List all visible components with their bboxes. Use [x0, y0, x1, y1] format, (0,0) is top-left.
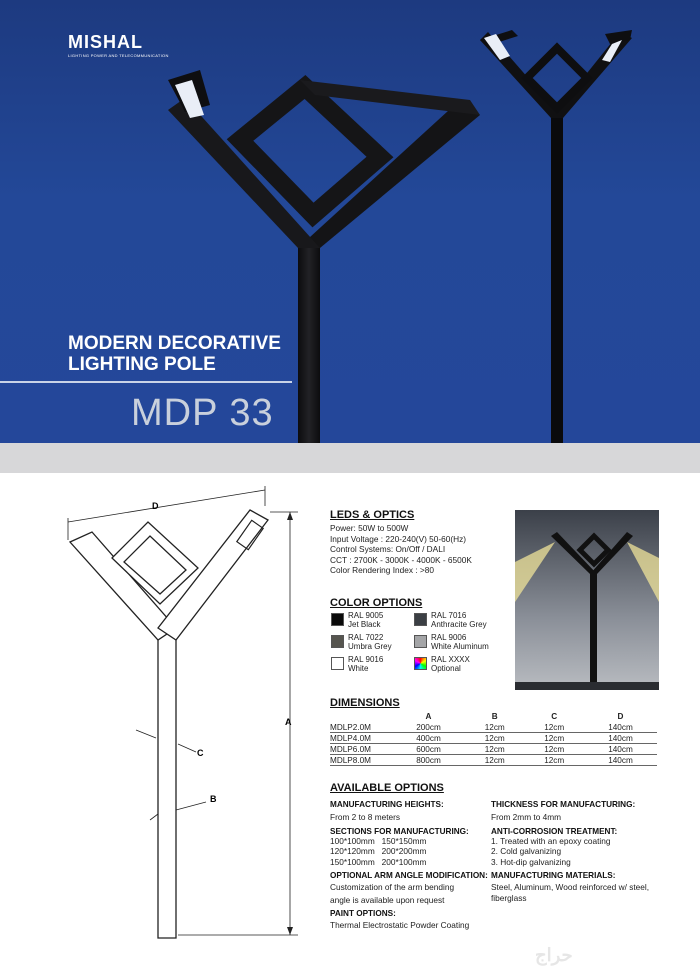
column-header: A [425, 712, 432, 721]
option-text: angle is available upon request [330, 894, 445, 905]
color-code: RAL 9016 [348, 655, 384, 664]
swatch-jet-black [331, 613, 344, 626]
hero-pole-illustration [0, 0, 700, 443]
swatch-optional-multicolor [414, 657, 427, 670]
color-option [431, 612, 487, 629]
dim-label-c: C [197, 748, 204, 758]
hero-model-number: MDP 33 [131, 392, 274, 434]
option-title: THICKNESS FOR MANUFACTURING: [491, 800, 636, 809]
hero-title-line1: MODERN DECORATIVE [68, 333, 281, 354]
options-left-column [330, 800, 490, 931]
swatch-white-aluminum [414, 635, 427, 648]
table-cell: 400cm [392, 733, 465, 744]
table-cell: 600cm [392, 744, 465, 755]
column-header [330, 711, 392, 722]
technical-drawing [0, 480, 310, 940]
brand-logo [68, 33, 169, 58]
color-option [348, 656, 383, 673]
table-cell: 140cm [584, 733, 657, 744]
color-code: RAL 9006 [431, 633, 467, 642]
dim-label-d: D [152, 501, 159, 511]
leds-spec-line: CCT : 2700K - 3000K - 4000K - 6500K [330, 554, 472, 565]
hero-title-line2: LIGHTING POLE [68, 354, 216, 375]
swatch-umbra-grey [331, 635, 344, 648]
color-name: Anthracite Grey [431, 619, 487, 629]
table-cell: 140cm [584, 722, 657, 733]
option-title: ANTI-CORROSION TREATMENT: [491, 826, 618, 836]
color-option [431, 634, 489, 651]
colors-heading: COLOR OPTIONS [330, 597, 423, 609]
color-option [431, 656, 470, 673]
option-text: 100*100mm 150*150mm [330, 835, 427, 846]
color-option [348, 634, 392, 651]
table-cell: MDLP2.0M [330, 722, 392, 733]
option-text: From 2mm to 4mm [491, 812, 562, 822]
site-watermark: حراج [535, 945, 573, 965]
table-cell: 140cm [584, 755, 657, 766]
option-text: 2. Cold galvanizing [491, 846, 562, 856]
table-cell: 12cm [524, 755, 583, 766]
color-code: RAL 7016 [431, 611, 467, 620]
option-text: fiberglass [491, 892, 527, 903]
color-code: RAL XXXX [431, 655, 470, 664]
swatch-anthracite-grey [414, 613, 427, 626]
hero-divider [0, 381, 292, 383]
option-text: 3. Hot-dip galvanizing [491, 856, 571, 867]
hero-banner [0, 0, 700, 443]
table-cell: MDLP8.0M [330, 755, 392, 766]
leds-heading: LEDS & OPTICS [330, 509, 415, 521]
table-row [330, 733, 657, 744]
table-cell: MDLP6.0M [330, 744, 392, 755]
leds-spec-line: Control Systems: On/Off / DALI [330, 544, 446, 554]
color-name: White [348, 663, 369, 673]
column-header: C [551, 712, 558, 721]
brand-name: MISHAL [68, 32, 143, 52]
column-header: B [491, 712, 498, 721]
table-cell: 12cm [465, 744, 524, 755]
table-row [330, 722, 657, 733]
options-heading: AVAILABLE OPTIONS [330, 782, 444, 794]
table-row [330, 744, 657, 755]
table-cell: 12cm [524, 744, 583, 755]
table-cell: 12cm [524, 722, 583, 733]
option-title: OPTIONAL ARM ANGLE MODIFICATION: [330, 871, 488, 880]
color-code: RAL 9005 [348, 611, 384, 620]
column-header: D [617, 712, 624, 721]
option-title: PAINT OPTIONS: [330, 909, 396, 918]
dim-label-b: B [210, 794, 217, 804]
table-row [330, 755, 657, 766]
dimensions-table [330, 711, 657, 766]
grey-band [0, 443, 700, 473]
hero-title [68, 333, 308, 375]
table-cell: 12cm [524, 733, 583, 744]
table-cell: 140cm [584, 744, 657, 755]
brand-tagline: LIGHTING POWER AND TELECOMMUNICATION [68, 53, 169, 58]
option-title: MANUFACTURING HEIGHTS: [330, 800, 444, 809]
table-cell: MDLP4.0M [330, 733, 392, 744]
swatch-white [331, 657, 344, 670]
option-text: 120*120mm 200*200mm [330, 846, 427, 856]
color-name: Jet Black [348, 619, 381, 629]
product-photo [515, 510, 659, 690]
leds-spec-line: Color Rendering Index : >80 [330, 565, 435, 575]
dimensions-heading: DIMENSIONS [330, 697, 400, 709]
leds-spec-line: Input Voltage : 220-240(V) 50-60(Hz) [330, 533, 467, 544]
leds-spec-line: Power: 50W to 500W [330, 523, 409, 533]
table-cell: 12cm [465, 722, 524, 733]
table-cell: 12cm [465, 733, 524, 744]
color-name: Optional [431, 663, 461, 673]
option-text: 150*100mm 200*100mm [330, 856, 427, 867]
color-code: RAL 7022 [348, 633, 384, 642]
option-text: Customization of the arm bending [330, 882, 455, 892]
leds-spec-list [330, 523, 472, 576]
options-right-column [491, 800, 661, 903]
option-text: Thermal Electrostatic Powder Coating [330, 920, 470, 930]
option-text: From 2 to 8 meters [330, 812, 401, 822]
color-name: Umbra Grey [348, 641, 392, 651]
color-name: White Aluminum [431, 641, 489, 651]
dim-label-a: A [285, 717, 292, 727]
option-text: 1. Treated with an epoxy coating [491, 835, 611, 846]
table-cell: 12cm [465, 755, 524, 766]
option-title: SECTIONS FOR MANUFACTURING: [330, 826, 469, 836]
option-title: MANUFACTURING MATERIALS: [491, 871, 616, 880]
table-cell: 800cm [392, 755, 465, 766]
color-option [348, 612, 383, 629]
option-text: Steel, Aluminum, Wood reinforced w/ steel, [491, 882, 650, 892]
table-header-row [330, 711, 657, 722]
table-cell: 200cm [392, 722, 465, 733]
